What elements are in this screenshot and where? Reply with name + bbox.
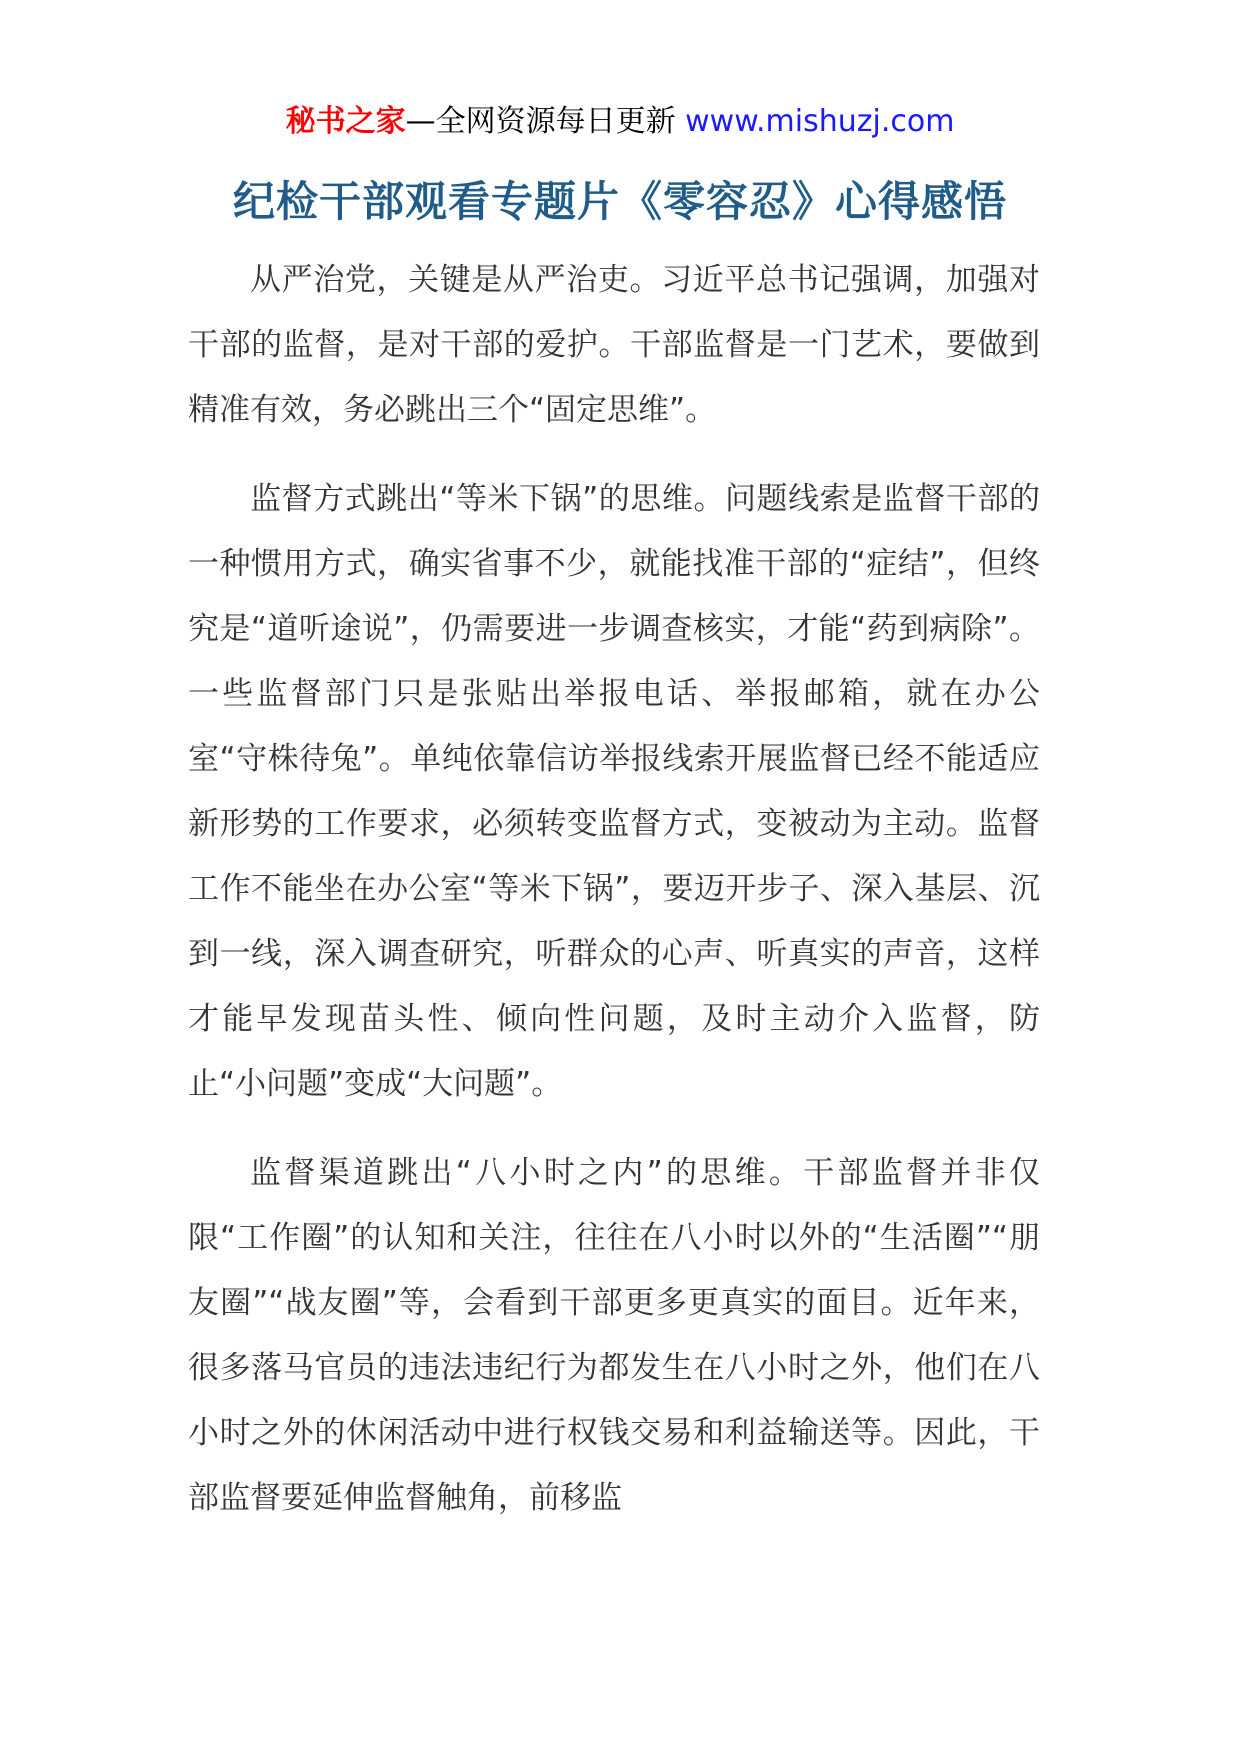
article-body bbox=[188, 248, 1040, 1555]
paragraph-2: 监督方式跳出“等米下锅”的思维。问题线索是监督干部的一种惯用方式，确实省事不少，就能找准干部的“症结”，但终究是“道听途说”，仍需要进一步调查核实，才能“药到病除”。一些监督部门只是张贴出举报电话、举报邮箱，就在办公室“守株待兔”。单纯依靠信访举报线索开展监督已经不能适应新形势的工作要求，必须转变监督方式，变被动为主动。监督工作不能坐在办公室“等米下锅”，要迈开步子、深入基层、沉到一线，深入调查研究，听群众的心声、听真实的声音，这样才能早发现苗头性、倾向性问题，及时主动介入监督，防止“小问题”变成“大问题”。 bbox=[188, 481, 1040, 1102]
site-header bbox=[0, 100, 1240, 144]
header-tagline: —全网资源每日更新 bbox=[405, 104, 676, 139]
paragraph-1: 从严治党，关键是从严治吏。习近平总书记强调，加强对干部的监督，是对干部的爱护。干部监督是一门艺术，要做到精准有效，务必跳出三个“固定思维”。 bbox=[188, 262, 1040, 428]
site-url-link[interactable]: www.mishuzj.com bbox=[685, 104, 955, 139]
brand-name: 秘书之家 bbox=[285, 104, 406, 139]
document-title: 纪检干部观看专题片《零容忍》心得感悟 bbox=[232, 177, 1007, 226]
paragraph-3: 监督渠道跳出“八小时之内”的思维。干部监督并非仅限“工作圈”的认知和关注，往往在八小时以外的“生活圈”“朋友圈”“战友圈”等，会看到干部更多更真实的面目。近年来，很多落马官员的违法违纪行为都发生在八小时之外，他们在八小时之外的休闲活动中进行权钱交易和利益输送等。因此，干部监督要延伸监督触角，前移监 bbox=[188, 1155, 1040, 1516]
